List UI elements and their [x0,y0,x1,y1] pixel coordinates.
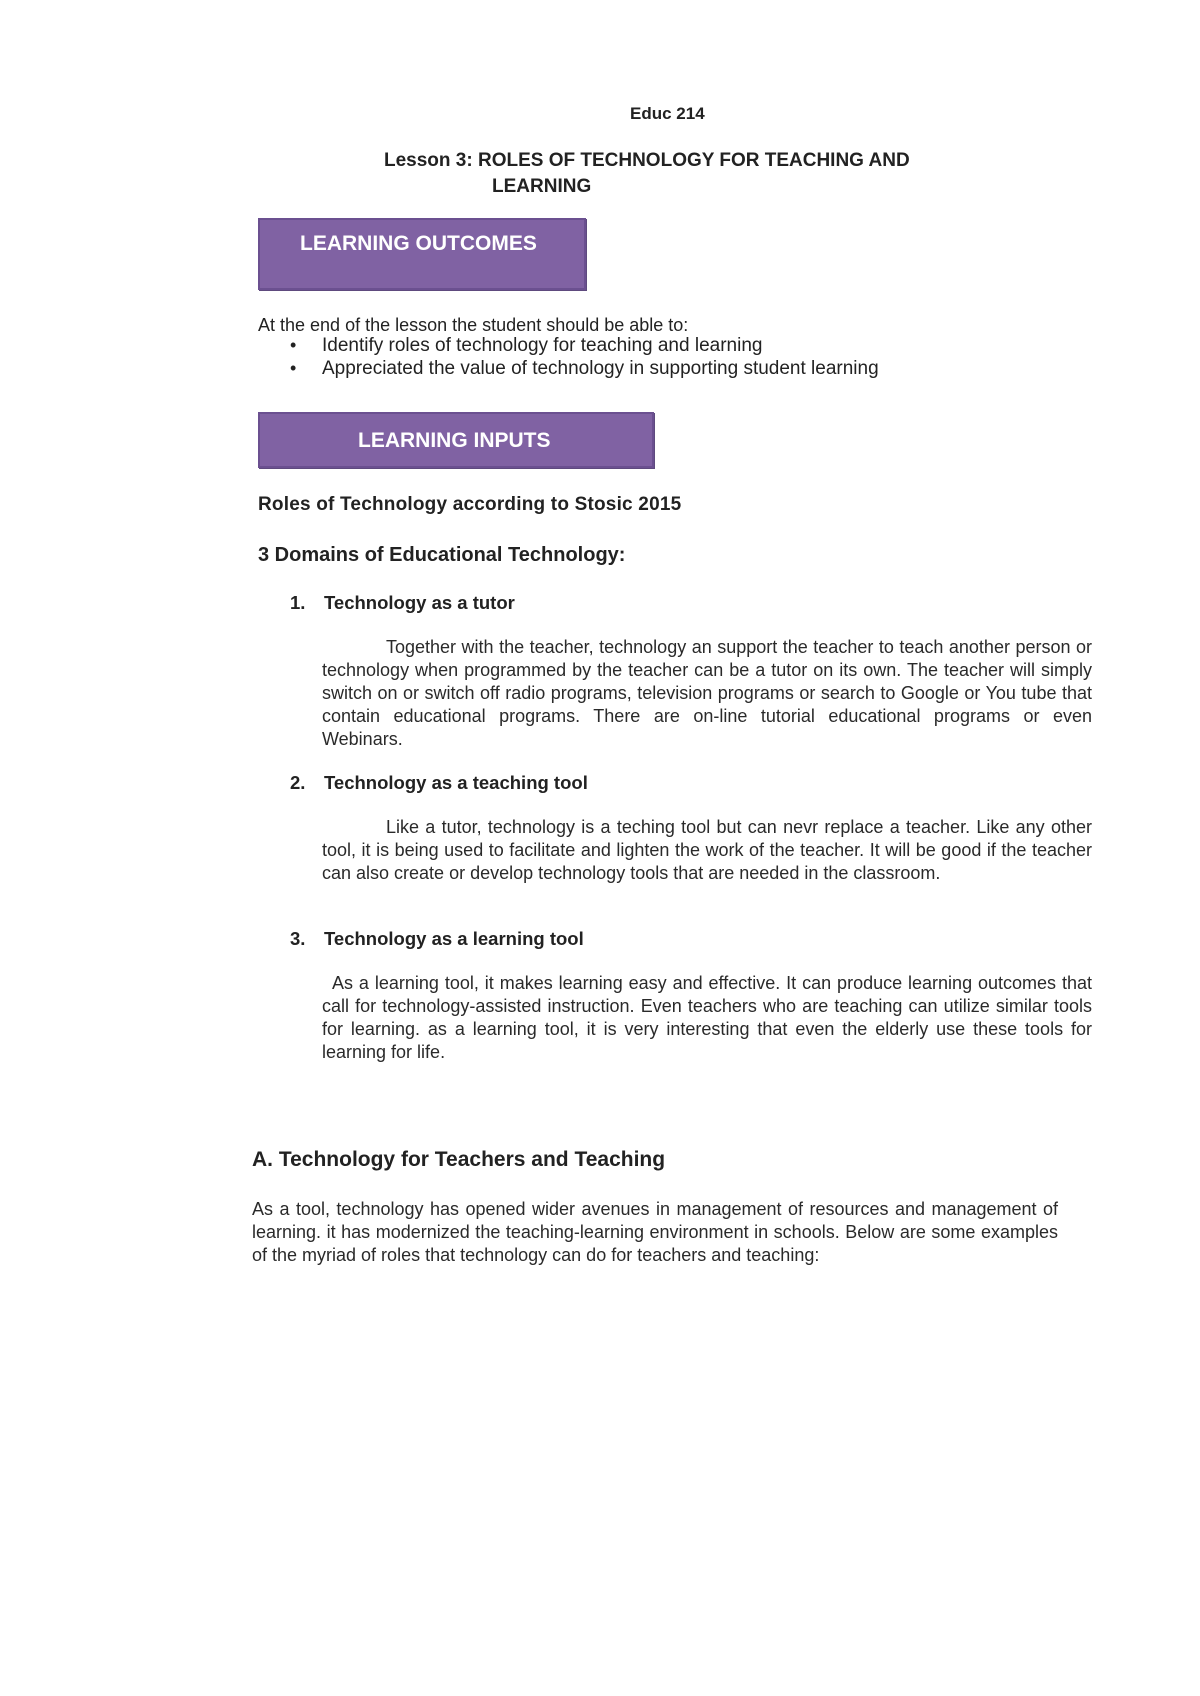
roles-heading: Roles of Technology according to Stosic 2015 [258,494,682,515]
learning-outcomes-banner: LEARNING OUTCOMES [258,218,586,290]
domain-paragraph: As a learning tool, it makes learning easy and effective. It can produce learning outcomes that call for technology-assisted instruction. Even teachers who are teaching can utilize similar tools for learning. as a learning tool, it is very interesting that even the elderly use these tools for learning for life. [322,973,1092,1062]
outcomes-list [258,334,879,380]
outcome-item: • Identify roles of technology for teaching and learning [258,334,879,357]
lesson-title [384,148,944,200]
domain-heading-teaching-tool [290,772,588,794]
domain-text-tutor [322,636,1092,751]
domain-text-teaching-tool [322,816,1092,885]
outcome-item: • Appreciated the value of technology in supporting student learning [258,357,879,380]
domains-heading: 3 Domains of Educational Technology: [258,544,626,566]
lesson-title-line2: LEARNING [492,176,592,197]
domain-number: 1. [290,592,306,613]
lesson-title-line1: Lesson 3: ROLES OF TECHNOLOGY FOR TEACHING AND [384,150,910,171]
domain-paragraph: Together with the teacher, technology an support the teacher to teach another person or technology when programmed by the teacher can be a tutor on its own. The teacher will simply switch on or switch off radio programs, television programs or search to Google or You tube that contain educational programs. There are on-line tutorial educational programs or even Webinars. [322,637,1092,749]
domain-heading-tutor [290,592,515,614]
domain-title: Technology as a teaching tool [324,772,588,793]
domain-number: 2. [290,772,306,793]
domain-text-learning-tool [322,972,1092,1064]
domain-paragraph: Like a tutor, technology is a teching tool but can nevr replace a teacher. Like any other tool, it is being used to facilitate and lighten the work of the teacher. It will be good if the teacher can also create or develop technology tools that are needed in the classroom. [322,817,1092,883]
domain-title: Technology as a learning tool [324,928,584,949]
domain-heading-learning-tool [290,928,584,950]
section-a-paragraph: As a tool, technology has opened wider avenues in management of resources and management of learning. it has modernized the teaching-learning environment in schools. Below are some examples of the myriad of roles that technology can do for teachers and teaching: [252,1199,1058,1265]
section-a-heading: A. Technology for Teachers and Teaching [252,1148,666,1171]
outcomes-intro: At the end of the lesson the student should be able to: [258,315,689,335]
course-code: Educ 214 [630,104,705,123]
learning-inputs-banner: LEARNING INPUTS [258,412,654,468]
domain-title: Technology as a tutor [324,592,515,613]
domain-number: 3. [290,928,306,949]
